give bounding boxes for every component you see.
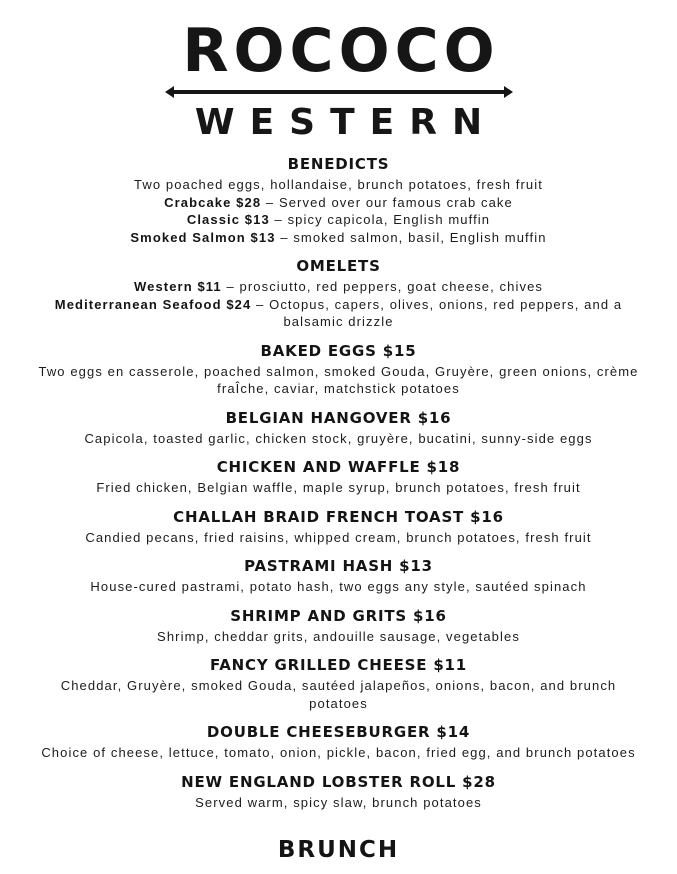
logo-title: ROCOCO: [182, 16, 500, 86]
section-heading: PASTRAMI HASH $13: [244, 557, 433, 575]
section-fancy-grilled-cheese: [29, 656, 649, 712]
menu-item-line: [39, 278, 639, 296]
item-name: Western $11: [133, 279, 222, 294]
item-name: Crabcake $28: [164, 194, 262, 210]
item-separator: –: [256, 296, 265, 312]
section-heading: OMELETS: [296, 257, 381, 275]
menu-item-line: [39, 229, 639, 247]
section-description: House-cured pastrami, potato hash, two eggs any style, sautéed spinach: [90, 579, 587, 594]
section-chicken-and-waffle: [29, 458, 649, 497]
section-omelets: [29, 257, 649, 331]
section-description: Shrimp, cheddar grits, andouille sausage, vegetables: [157, 628, 520, 644]
section-shrimp-and-grits: [29, 607, 649, 646]
section-pastrami-hash: [29, 557, 649, 596]
section-lobster-roll: [29, 773, 649, 812]
section-double-cheeseburger: [29, 723, 649, 762]
section-description: Choice of cheese, lettuce, tomato, onion, pickle, bacon, fried egg, and brunch potatoes: [41, 745, 636, 760]
item-description: spicy capicola, English muffin: [287, 212, 491, 227]
section-heading: BENEDICTS: [287, 155, 390, 173]
logo-subtitle: WESTERN: [194, 102, 498, 143]
section-heading: FANCY GRILLED CHEESE $11: [209, 656, 468, 674]
item-separator: –: [274, 212, 283, 227]
item-description: Octopus, capers, olives, onions, red peppers, and a balsamic drizzle: [269, 296, 623, 329]
section-heading: BELGIAN HANGOVER $16: [225, 408, 452, 427]
item-separator: –: [280, 229, 289, 245]
menu-item-line: [39, 211, 639, 229]
menu-item-line: [39, 296, 639, 331]
item-description: Served over our famous crab cake: [278, 194, 513, 210]
section-heading: CHALLAH BRAID FRENCH TOAST $16: [173, 507, 504, 526]
menu-item-line: [39, 194, 639, 212]
logo-divider-line: [165, 85, 513, 99]
section-heading: CHICKEN AND WAFFLE $18: [216, 458, 461, 476]
section-description: Candied pecans, fried raisins, whipped cream, brunch potatoes, fresh fruit: [85, 529, 592, 545]
item-name: Mediterranean Seafood $24: [54, 296, 252, 312]
section-description: Two eggs en casserole, poached salmon, smoked Gouda, Gruyère, green onions, crème fraÎche, caviar, matchstick potatoes: [38, 363, 639, 396]
item-separator: –: [265, 194, 275, 210]
section-belgian-hangover: [29, 409, 649, 448]
item-separator: –: [226, 279, 235, 294]
section-challah-french-toast: [29, 508, 649, 547]
restaurant-logo: [0, 18, 677, 144]
menu-footer-title: BRUNCH: [277, 837, 400, 863]
section-heading: NEW ENGLAND LOBSTER ROLL $28: [181, 772, 496, 791]
item-description: smoked salmon, basil, English muffin: [293, 229, 547, 245]
menu-body: [29, 155, 649, 811]
section-baked-eggs: [29, 342, 649, 398]
item-name: Classic $13: [186, 212, 270, 227]
section-intro: Two poached eggs, hollandaise, brunch potatoes, fresh fruit: [134, 177, 543, 192]
section-description: Cheddar, Gruyère, smoked Gouda, sautéed jalapeños, onions, bacon, and brunch potatoes: [60, 678, 617, 711]
item-name: Smoked Salmon $13: [130, 229, 276, 245]
section-heading: BAKED EGGS $15: [260, 341, 417, 360]
section-description: Capicola, toasted garlic, chicken stock, gruyère, bucatini, sunny-side eggs: [84, 430, 593, 446]
section-description: Served warm, spicy slaw, brunch potatoes: [195, 794, 482, 810]
section-heading: DOUBLE CHEESEBURGER $14: [206, 723, 471, 741]
section-benedicts: [29, 155, 649, 246]
item-description: prosciutto, red peppers, goat cheese, chives: [239, 279, 544, 294]
section-description: Fried chicken, Belgian waffle, maple syrup, brunch potatoes, fresh fruit: [96, 480, 581, 495]
section-heading: SHRIMP AND GRITS $16: [230, 606, 447, 625]
